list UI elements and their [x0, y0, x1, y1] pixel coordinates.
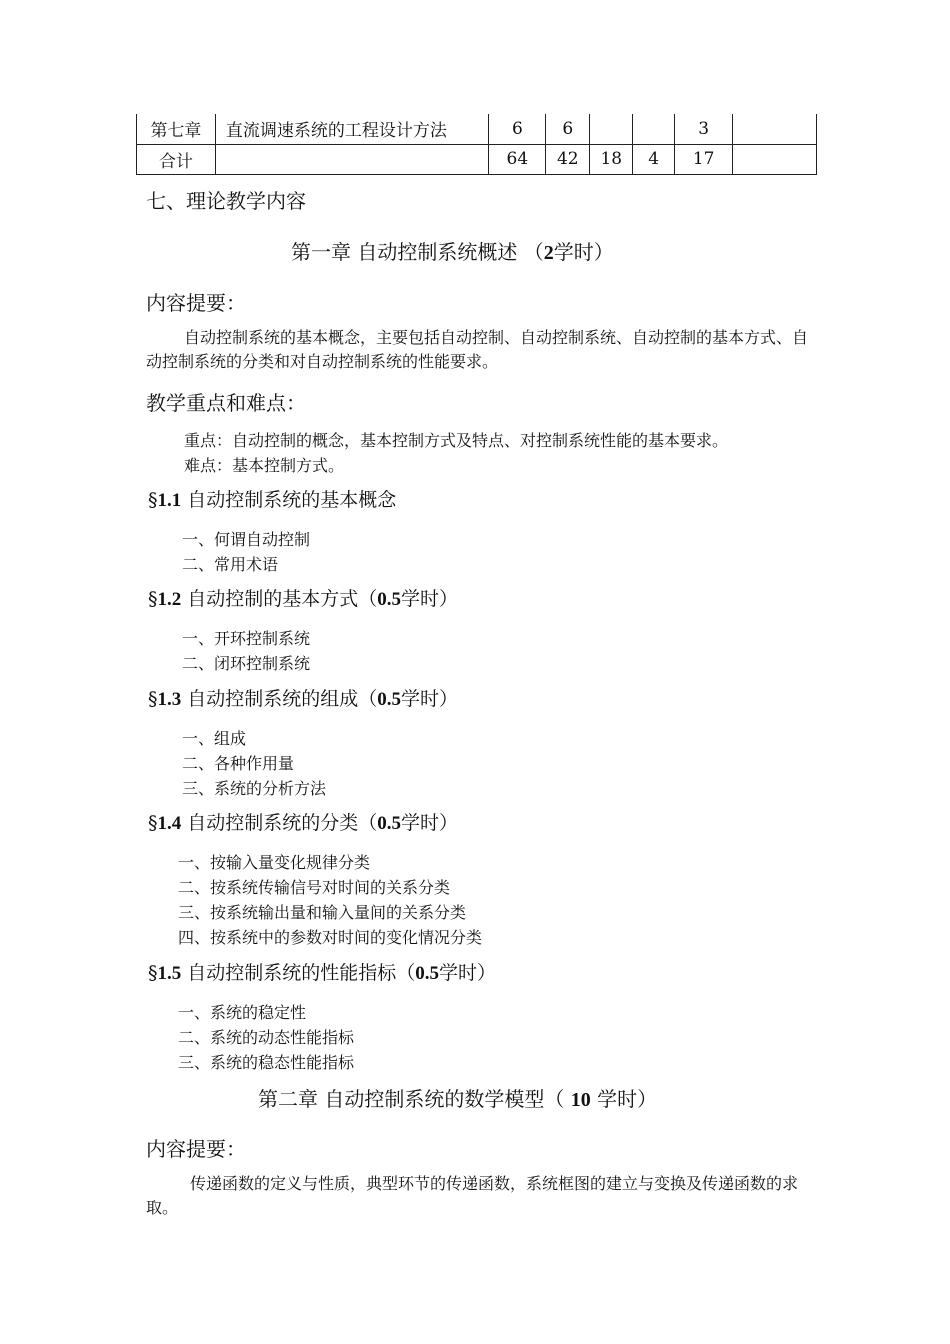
- section-mark: §: [148, 688, 158, 710]
- section-mark: §: [148, 812, 158, 834]
- list-item: 二、各种作用量: [182, 754, 295, 773]
- summary-text: 自动控制系统的基本概念，主要包括自动控制、自动控制系统、自动控制的基本方式、自动控制系统的分类和对自动控制系统的性能要求。: [146, 328, 809, 371]
- list-item: 一、何谓自动控制: [182, 530, 311, 549]
- summary-text: 传递函数的定义与性质，典型环节的传递函数，系统框图的建立与变换及传递函数的求取。: [146, 1174, 799, 1217]
- chapter-cell: 合计: [137, 144, 216, 174]
- chapter2-heading-text: 第二章 自动控制系统的数学模型（: [258, 1087, 571, 1111]
- section-title-text: 自动控制系统的分类（: [181, 812, 378, 834]
- section-hours: 0.5: [415, 963, 440, 984]
- list-item: 二、常用术语: [182, 555, 279, 574]
- section-number: 1.4: [157, 813, 182, 834]
- section-heading-1-1: [148, 485, 396, 512]
- section-mark: §: [148, 962, 158, 984]
- chapter2-hours: 10: [570, 1089, 591, 1111]
- hours-cell: 3: [675, 114, 733, 144]
- list-item: 二、闭环控制系统: [182, 654, 311, 673]
- section-hours-tail: 学时）: [439, 962, 497, 984]
- table-row: [137, 114, 817, 144]
- section-title-text: 自动控制系统的组成（: [181, 688, 378, 710]
- chapter1-heading-tail: 学时）: [553, 240, 614, 264]
- summary-label: 内容提要：: [146, 291, 246, 315]
- hours-cell: 18: [590, 144, 633, 174]
- section-heading-1-5: [148, 958, 496, 985]
- hours-table: [136, 114, 817, 175]
- hours-cell: 64: [489, 144, 546, 174]
- chapter2-heading: [258, 1083, 657, 1112]
- section-number: 1.5: [157, 963, 182, 984]
- hours-cell: [733, 114, 817, 144]
- section-number: 1.2: [157, 589, 182, 610]
- section-hours-tail: 学时）: [401, 688, 459, 710]
- section-title-text: 自动控制系统的基本概念: [181, 489, 397, 511]
- list-item: 一、按输入量变化规律分类: [178, 853, 371, 872]
- list-item: 一、组成: [182, 729, 247, 748]
- table-row: [137, 144, 817, 174]
- section-title: 七、理论教学内容: [146, 189, 306, 213]
- section-hours: 0.5: [377, 589, 402, 610]
- section-heading-1-4: [148, 808, 458, 835]
- section-hours-tail: 学时）: [401, 812, 459, 834]
- chapter1-heading: [291, 236, 614, 265]
- section-hours: 0.5: [377, 813, 402, 834]
- list-item: 四、按系统中的参数对时间的变化情况分类: [178, 928, 483, 947]
- section-number: 1.1: [157, 490, 182, 511]
- hours-cell: [733, 144, 817, 174]
- chapter1-heading-text: 第一章 自动控制系统概述 （: [291, 240, 544, 264]
- section-mark: §: [148, 489, 158, 511]
- difficulty-text: 难点：基本控制方式。: [184, 456, 345, 475]
- list-item: 一、开环控制系统: [182, 629, 311, 648]
- hours-cell: [590, 114, 633, 144]
- hours-cell: 6: [546, 114, 590, 144]
- hours-cell: 6: [489, 114, 546, 144]
- list-item: 二、系统的动态性能指标: [178, 1028, 355, 1047]
- chapter2-heading-tail: 学时）: [590, 1087, 658, 1111]
- list-item: 三、系统的分析方法: [182, 779, 327, 798]
- hours-cell: 42: [546, 144, 590, 174]
- chapter1-hours: 2: [543, 242, 554, 264]
- section-hours-tail: 学时）: [401, 588, 459, 610]
- chapter-title-cell: 直流调速系统的工程设计方法: [215, 114, 489, 144]
- section-hours: 0.5: [377, 689, 402, 710]
- hours-cell: 4: [633, 144, 675, 174]
- hours-cell: [633, 114, 675, 144]
- hours-cell: 17: [675, 144, 733, 174]
- chapter-title-cell: [215, 144, 489, 174]
- list-item: 三、系统的稳态性能指标: [178, 1053, 355, 1072]
- list-item: 一、系统的稳定性: [178, 1003, 307, 1022]
- key-points-label: 教学重点和难点：: [146, 391, 306, 415]
- summary-label: 内容提要：: [146, 1137, 246, 1161]
- section-mark: §: [148, 588, 158, 610]
- section-heading-1-2: [148, 584, 458, 611]
- key-point-text: 重点：自动控制的概念，基本控制方式及特点、对控制系统性能的基本要求。: [184, 431, 729, 450]
- section-title-text: 自动控制系统的性能指标（: [181, 962, 416, 984]
- chapter-cell: 第七章: [137, 114, 216, 144]
- section-number: 1.3: [157, 689, 182, 710]
- list-item: 二、按系统传输信号对时间的关系分类: [178, 878, 451, 897]
- list-item: 三、按系统输出量和输入量间的关系分类: [178, 903, 467, 922]
- section-heading-1-3: [148, 684, 458, 711]
- section-title-text: 自动控制的基本方式（: [181, 588, 378, 610]
